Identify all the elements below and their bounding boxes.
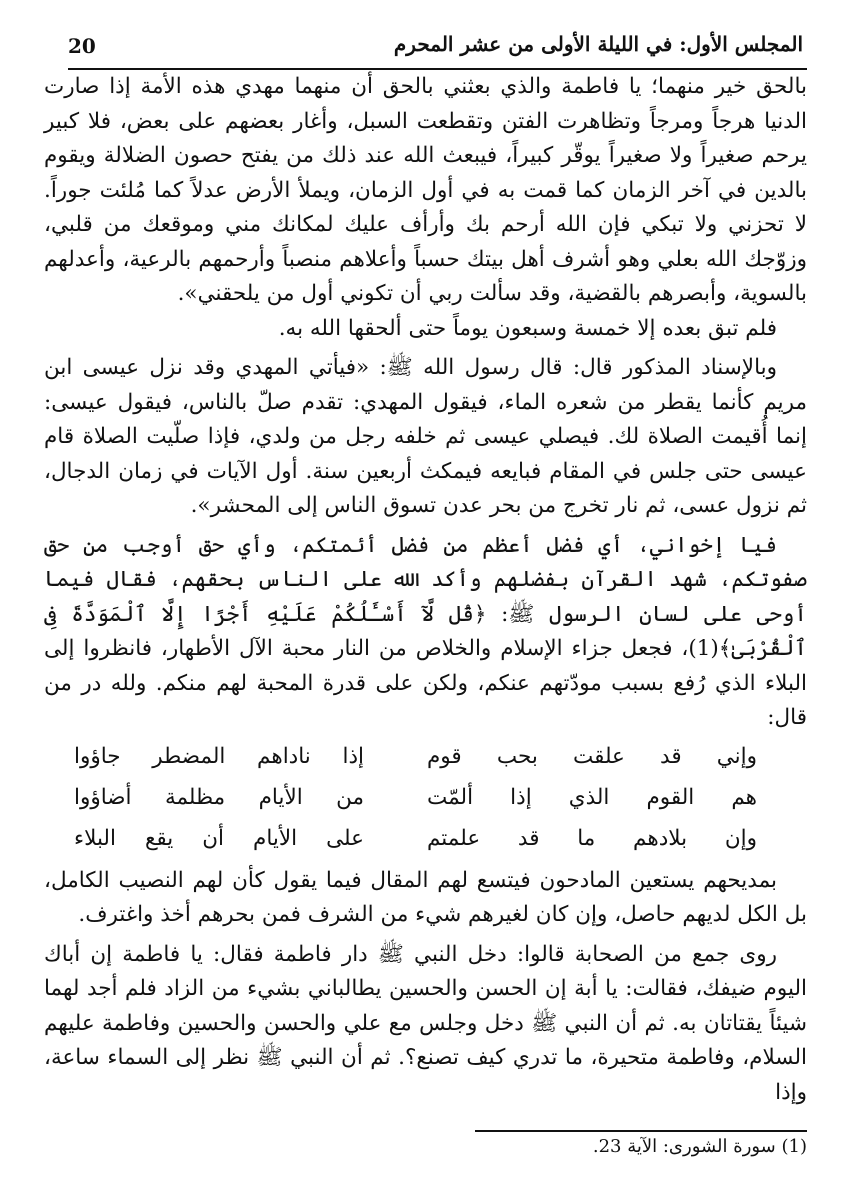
verse-first-hemistich: هم القوم الذي إذا ألمّت: [427, 784, 757, 810]
running-head: [42, 28, 807, 68]
paragraph: وبالإسناد المذكور قال: قال رسول الله ﷺ: «فيأتي المهدي وقد نزل عيسى ابن مريم كأنما يقطر من شعره الماء، فيقول المهدي: تقدم صلّ بالناس، فيقول عيسى: إنما أُقيمت الصلاة لك. فيصلي عيسى ثم خلفه رجل من ولدي، فإذا صلّيت الصلاة قام عيسى حتى جلس في المقام فبايعه فيمكث أربعين سنة. أول الآيات في زمان الدجال، ثم نزول عسى، ثم نار تخرج من بحر عدن تسوق الناس إلى المحشر».: [44, 355, 807, 518]
verse-first-hemistich: وإني قد علقت بحب قوم: [427, 743, 757, 769]
footnote-rule: [475, 1130, 807, 1132]
footnote: (1) سورة الشورى: الآية 23.: [592, 1136, 807, 1157]
verse-second-hemistich: على الأيام أن يقع البلاء: [74, 825, 364, 851]
poem: [44, 740, 807, 864]
verse-second-hemistich: من الأيام مظلمة أضاؤوا: [74, 784, 364, 810]
verse-first-hemistich: وإن بلادهم ما قد علمتم: [427, 825, 757, 851]
verse-second-hemistich: إذا ناداهم المضطر جاؤوا: [74, 743, 364, 769]
paragraph: بمديحهم يستعين المادحون فيتسع لهم المقال فيما يقول كأن لهم النصيب الكامل، بل الكل لديهم حاصل، وإن كان لغيرهم شيء من الشرف فمن بحرهم أخذ واغترف.: [44, 867, 807, 927]
poem-verse: [44, 822, 807, 862]
paragraph: روى جمع من الصحابة قالوا: دخل النبي ﷺ دار فاطمة فقال: يا فاطمة إن أباك اليوم ضيفك، فقالت: يا أبة إن الحسن والحسين يطالباني بشيء من الزاد فلم أجد لهما شيئاً يقتاتان به. ثم أن النبي ﷺ دخل وجلس مع علي والحسن والحسين وفاطمة عليهم السلام، وفاطمة متحيرة، ما تدري كيف تصنع؟. ثم أن النبي ﷺ نظر إلى السماء ساعة، وإذا: [44, 941, 807, 1105]
poem-verse: [44, 781, 807, 821]
chapter-title: المجلس الأول: في الليلة الأولى من عشر المحرم: [393, 32, 803, 56]
body-text: [44, 70, 807, 1110]
paragraph: فيا إخواني، أي فضل أعظم من فضل أئمتكم، وأي حق أوجب من حق صفوتكم، شهد القرآن بفضلهم وأكد الله على الناس بحقهم، فقال فيما أوحى على لسان الرسول ﷺ: ﴿قُل لَّآ أَسْـَٔلُكُمْ عَلَيْهِ أَجْرًا إِلَّا ٱلْمَوَدَّةَ فِى ٱلْقُرْبَىٰ﴾(1)، فجعل جزاء الإسلام والخلاص من النار محبة الآل الأطهار، فانظروا إلى البلاء الذي رُفع بسبب مودّتهم عنكم، ولكن على قدرة المحبة لهم منكم. ولله در من قال:: [44, 532, 807, 730]
paragraph: فلم تبق بعده إلا خمسة وسبعون يوماً حتى ألحقها الله به.: [278, 315, 777, 341]
page-number: 20: [68, 34, 96, 58]
poem-verse: [44, 740, 807, 780]
paragraph: بالحق خير منهما؛ يا فاطمة والذي بعثني بالحق أن منهما مهدي هذه الأمة إذا صارت الدنيا هرجاً ومرجاً وتظاهرت الفتن وتقطعت السبل، وأغار بعضهم على بعض، فلا كبير يرحم صغيراً ولا صغيراً يوقّر كبيراً، فيبعث الله عند ذلك من يفتح حصون الضلالة ويقوم بالدين في آخر الزمان كما قمت به في أول الزمان، ويملأ الأرض عدلاً كما مُلئت جوراً. لا تحزني ولا تبكي فإن الله أرحم بك وأرأف عليك لمكانك مني وموقعك من قلبي، وزوّجك الله بعلي وهو أشرف أهل بيتك حسباً وأعلاهم منصباً وأرحمهم بالرعية، وأعدلهم بالسوية، وأبصرهم بالقضية، وقد سألت ربي أن تكوني أول من يلحقني».: [44, 74, 807, 306]
